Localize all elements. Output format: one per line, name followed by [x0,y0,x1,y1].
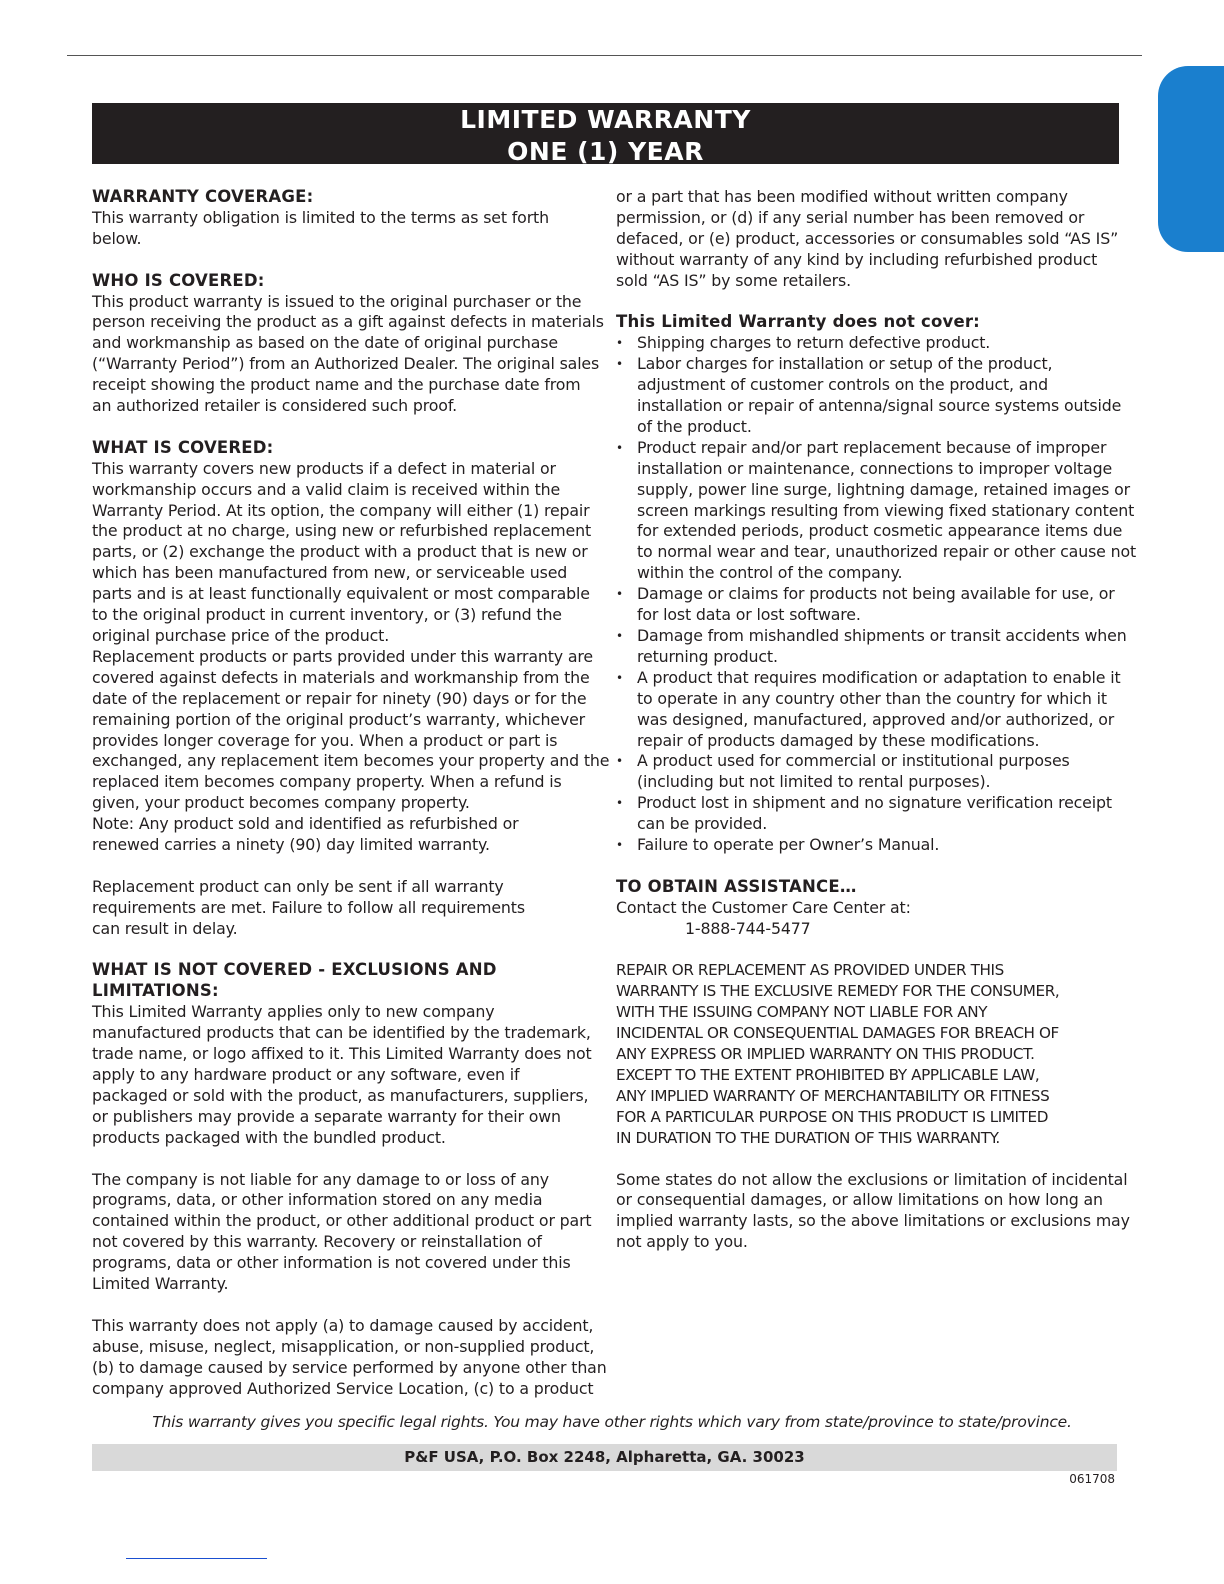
bottom-rule [126,1558,267,1559]
what-text-4: Replacement product can only be sent if all warranty requirements are met. Failure to follow all requirements can result in delay. [92,876,525,938]
does-not-cover-heading: This Limited Warranty does not cover: [616,312,980,332]
remedy-text: REPAIR OR REPLACEMENT AS PROVIDED UNDER THIS WARRANTY IS THE EXCLUSIVE REMEDY FOR THE CONSUMER, WITH THE ISSUING COMPANY NOT LIABLE FOR ANY INCIDENTAL OR CONSEQUENTIAL DAMAGES FOR BREACH OF ANY EXPRESS OR IMPLIED WARRANTY ON THIS PRODUCT. EXCEPT TO THE EXTENT PROHIBITED BY APPLICABLE LAW, ANY IMPLIED WARRANTY OF MERCHANTABILITY OR FITNESS FOR A PARTICULAR PURPOSE ON THIS PRODUCT IS LIMITED IN DURATION TO THE DURATION OF THIS WARRANTY. [616,961,1060,1147]
who-heading: WHO IS COVERED: [92,270,265,290]
list-item: • Failure to operate per Owner’s Manual. [616,835,1138,856]
company-address: P&F USA, P.O. Box 2248, Alpharetta, GA. 30023 [92,1444,1117,1471]
what-text-3: Note: Any product sold and identified as refurbished or renewed carries a ninety (90) day limited warranty. [92,814,519,855]
not-covered-text-1: This Limited Warranty applies only to new company manufactured products that can be identified by the trademark, trade name, or logo affixed to it. This Limited Warranty does not apply to any hardware product or any software, even if packaged or sold with the product, as manufacturers, suppliers, or publishers may provide a separate warranty for their own products packaged with the bundled product. [92,1002,592,1147]
phone-number: 1-888-744-5477 [685,918,811,938]
warranty-banner [92,103,1119,164]
list-item: • A product used for commercial or institutional purposes (including but not limited to rental purposes). [616,751,1138,793]
coverage-heading: WARRANTY COVERAGE: [92,187,314,206]
continued-text: or a part that has been modified without written company permission, or (d) if any serial number has been removed or defaced, or (e) product, accessories or consumables sold “AS IS” without warranty of any kind by including refurbished product sold “AS IS” by some retailers. [616,187,1119,290]
who-text: This product warranty is issued to the original purchaser or the person receiving the product as a gift against defects in materials and workmanship as based on the date of original purchase (“Warranty Period”) from an Authorized Dealer. The original sales receipt showing the product name and the purchase date from an authorized retailer is considered such proof. [92,291,604,416]
assistance-text: Contact the Customer Care Center at: [616,897,911,917]
right-column [616,187,1138,1253]
section-tab [1158,66,1224,252]
legal-rights-note: This warranty gives you specific legal rights. You may have other rights which vary from state/province to state/province. [152,1413,1072,1431]
assistance-heading: TO OBTAIN ASSISTANCE… [616,876,857,896]
left-column [92,187,612,1399]
top-rule [67,55,1142,56]
banner-title: LIMITED WARRANTY [460,105,751,134]
what-heading: WHAT IS COVERED: [92,437,274,457]
not-covered-text-2: The company is not liable for any damage to or loss of any programs, data, or other information stored on any media contained within the product, or other additional product or part not covered by this warranty. Recovery or reinstallation of programs, data or other information is not covered under this Limited Warranty. [92,1169,592,1294]
list-item: • Product repair and/or part replacement because of improper installation or maintenance, connections to improper voltage supply, power line surge, lightning damage, retained images or screen markings resulting from viewing fixed stationary content for extended periods, product cosmetic appearance items due to normal wear and tear, unauthorized repair or other cause not within the control of the company. [616,438,1138,584]
banner-subtitle: ONE (1) YEAR [507,137,704,164]
list-item: • Damage from mishandled shipments or transit accidents when returning product. [616,626,1138,668]
list-item: • Shipping charges to return defective product. [616,333,1138,354]
document-code: 061708 [1069,1472,1115,1486]
what-text-1: This warranty covers new products if a defect in material or workmanship occurs and a valid claim is received within the Warranty Period. At its option, the company will either (1) repair the product at no charge, using new or refurbished replacement parts, or (2) exchange the product with a product that is new or which has been manufactured from new, or serviceable used parts and is at least functionally equivalent or most comparable to the original product in current inventory, or (3) refund the original purchase price of the product. [92,458,591,645]
list-item: • Damage or claims for products not being available for use, or for lost data or lost software. [616,584,1138,626]
what-text-2: Replacement products or parts provided under this warranty are covered against defects in materials and workmanship from the date of the replacement or repair for ninety (90) days or for the remaining portion of the original product’s warranty, whichever provides longer coverage for you. When a product or part is exchanged, any replacement item becomes your property and the replaced item becomes company property. When a refund is given, your product becomes company property. [92,646,610,813]
list-item: • Labor charges for installation or setup of the product, adjustment of customer controls on the product, and installation or repair of antenna/signal source systems outside of the product. [616,354,1138,438]
coverage-text: This warranty obligation is limited to the terms as set forth below. [92,207,549,248]
list-item: • A product that requires modification or adaptation to enable it to operate in any country other than the country for which it was designed, manufactured, approved and/or authorized, or repair of products damaged by these modifications. [616,668,1138,752]
states-text: Some states do not allow the exclusions or limitation of incidental or consequential damages, or allow limitations on how long an implied warranty lasts, so the above limitations or exclusions may not apply to you. [616,1169,1130,1252]
exclusions-list [616,333,1138,856]
not-covered-text-3: This warranty does not apply (a) to damage caused by accident, abuse, misuse, neglect, misapplication, or non-supplied product, (b) to damage caused by service performed by anyone other than company approved Authorized Service Location, (c) to a product [92,1315,607,1398]
list-item: • Product lost in shipment and no signature verification receipt can be provided. [616,793,1138,835]
not-covered-heading: WHAT IS NOT COVERED - EXCLUSIONS AND LIMITATIONS: [92,960,497,1001]
